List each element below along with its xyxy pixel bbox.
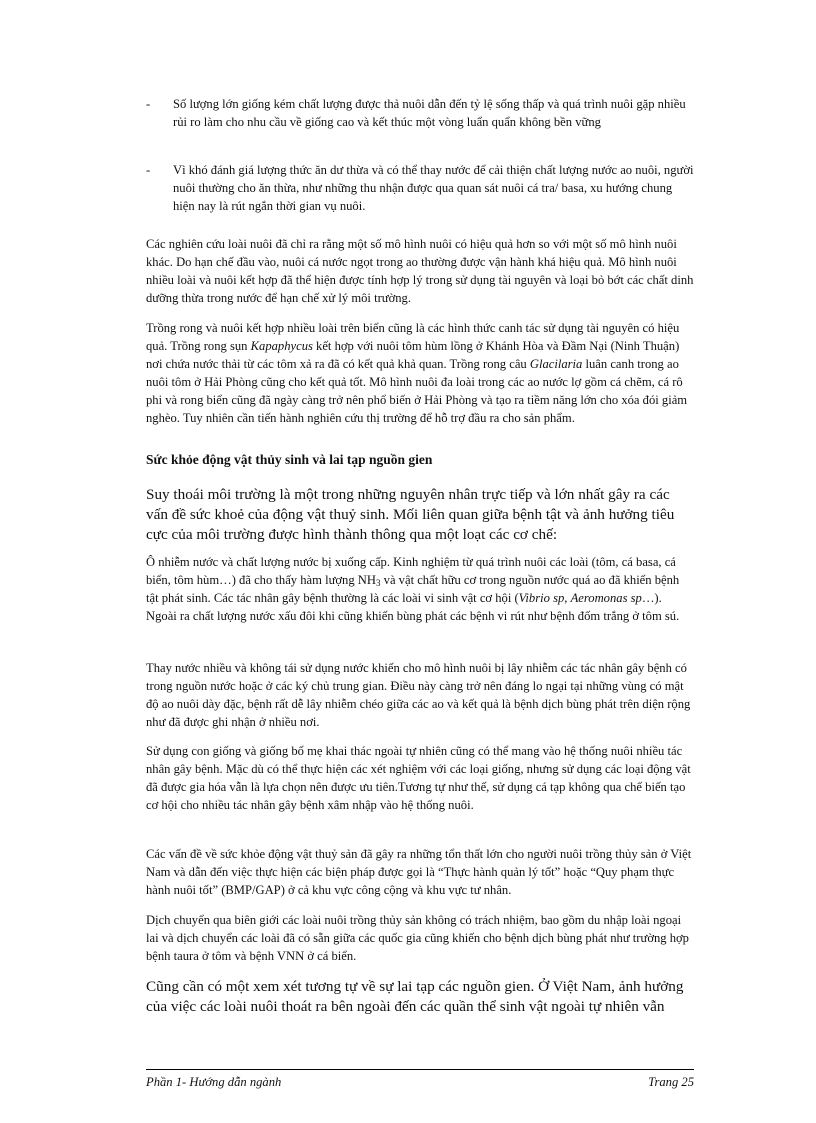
text-run: và vật chất hữu cơ trong nguồn nước quá ao đã khiến bệnh tật phát sinh. Các tác nhân gây bệnh thường là các loài vi sinh vật cơ hội ( (146, 573, 680, 605)
species-name: Vibrio sp (518, 591, 565, 605)
species-name: Aeromonas sp (570, 591, 642, 605)
text-run: Trồng rong và nuôi kết hợp nhiều loài trên biển cũng là các hình thức canh tác sử dụng tài nguyên có hiệu quả. Trồng rong sụn (146, 321, 680, 353)
text-run: Ô nhiễm nước và chất lượng nước bị xuống cấp. Kinh nghiệm từ quá trình nuôi các loài (tôm, cá basa, cá biển, tôm hùm…) đã cho thấy hàm lượng NH (146, 555, 676, 587)
species-name: Kapaphycus (250, 339, 313, 353)
paragraph-cross-border: Dịch chuyển qua biên giới các loài nuôi trồng thủy sản không có trách nhiệm, bao gồm du nhập loài ngoại lai và dịch chuyển các loài đã có sẵn giữa các quốc gia cũng khiến cho bệnh dịch bùng phát như trường hợp bệnh taura ở tôm và bệnh VNN ở cá biển. (146, 913, 689, 963)
section-heading: Sức khỏe động vật thủy sinh và lai tạp nguồn gien (146, 452, 433, 467)
subscript: 3 (376, 578, 381, 588)
footer-divider (146, 1069, 694, 1070)
paragraph-bmp-gap: Các vấn đề về sức khỏe động vật thuỷ sản đã gây ra những tổn thất lớn cho người nuôi trồng thủy sản ở Việt Nam và dẫn đến việc thực hiện các biện pháp được gọi là “Thực hành quản lý tốt” hoặc “Quy phạm thực hành nuôi tốt” (BMP/GAP) ở cả khu vực công cộng và khu vực tư nhân. (146, 847, 692, 897)
bullet-dash: - (146, 163, 151, 177)
paragraph-water-exchange: Thay nước nhiều và không tái sử dụng nước khiến cho mô hình nuôi bị lây nhiễm các tác nhân gây bệnh có trong nguồn nước hoặc ở các ký chủ trung gian. Điều này càng trở nên đáng lo ngại tại những vùng có mật độ ao nuôi dày đặc, bệnh rất dễ lây nhiễm chéo giữa các ao và kết quả là bệnh dịch bùng phát trên diện rộng như đã được ghi nhận ở nhiều nơi. (146, 661, 691, 729)
text-run: …). Ngoài ra chất lượng nước xấu đôi khi cũng khiến bùng phát các bệnh vi rút như bệnh đốm trắng ở tôm sú. (146, 591, 680, 623)
paragraph-water-pollution (146, 553, 694, 625)
text-run: luân canh trong ao nuôi tôm ở Hải Phòng cũng cho kết quả tốt. Mô hình nuôi đa loài trong các ao nước lợ gồm cá chẽm, cá rô phi và rong biển cũng đã ngày càng trở nên phổ biến ở Hải Phòng và tạo ra tiềm năng lớn cho xóa đói giảm nghèo. Tuy nhiên cần tiến hành nghiên cứu thị trường để hỗ trợ đầu ra cho sản phẩm. (146, 357, 688, 425)
bullet-item (146, 161, 694, 215)
footer-section-title: Phần 1- Hướng dẫn ngành (146, 1075, 282, 1089)
paragraph-seaweed (146, 319, 694, 427)
bullet-dash: - (146, 97, 151, 111)
paragraph-genetic-mixing: Cũng cần có một xem xét tương tự về sự lai tạp các nguồn gien. Ở Việt Nam, ảnh hưởng của việc các loài nuôi thoát ra bên ngoài đến các quần thể sinh vật ngoài tự nhiên vẫn (146, 978, 684, 1015)
species-name: Glacilaria (529, 357, 583, 371)
paragraph-intro-large: Suy thoái môi trường là một trong những nguyên nhân trực tiếp và lớn nhất gây ra các vấn đề sức khoẻ của động vật thuỷ sinh. Mối liên quan giữa bệnh tật và ảnh hưởng tiêu cực của môi trường được hình thành thông qua một loạt các cơ chế: (146, 486, 675, 543)
bullet-text: Vì khó đánh giá lượng thức ăn dư thừa và có thể thay nước để cải thiện chất lượng nước ao nuôi, người nuôi thường cho ăn thừa, như những thu nhận được qua quan sát nuôi cá tra/ basa, xu hướng chung hiện nay là rút ngắn thời gian vụ nuôi. (173, 163, 694, 213)
bullet-text: Số lượng lớn giống kém chất lượng được thả nuôi dẫn đến tỷ lệ sống thấp và quá trình nuôi gặp nhiều rủi ro làm cho nhu cầu về giống cao và kết thúc một vòng luẩn quẩn không bền vững (173, 97, 686, 129)
paragraph-seed-stock: Sử dụng con giống và giống bố mẹ khai thác ngoài tự nhiên cũng có thể mang vào hệ thống nuôi nhiều tác nhân gây bệnh. Mặc dù có thể thực hiện các xét nghiệm với các loại giống, nhưng sử dụng các loại động vật đã được gia hóa vẫn là lựa chọn nên được ưu tiên.Tương tự như thế, sử dụng cá tạp không qua chế biến tạo cơ hội cho nhiều tác nhân gây bệnh xâm nhập vào hệ thống nuôi. (146, 744, 691, 812)
text-run: , (564, 591, 571, 605)
footer-page-number: Trang 25 (648, 1075, 694, 1089)
paragraph-models: Các nghiên cứu loài nuôi đã chỉ ra rằng một số mô hình nuôi có hiệu quả hơn so với một số mô hình nuôi khác. Do hạn chế đầu vào, nuôi cá nước ngọt trong ao thường được vận hành khá hiệu quả. Mô hình nuôi nhiều loài và nuôi kết hợp đã thể hiện được tính hợp lý trong sử dụng tài nguyên và loại bỏ bớt các chất dinh dưỡng thừa trong nước để hạn chế xử lý môi trường. (146, 237, 694, 305)
text-run: kết hợp với nuôi tôm hùm lồng ở Khánh Hòa và Đầm Nại (Ninh Thuận) nơi chứa nước thải từ các tôm xả ra đã có kết quả khả quan. Trồng rong câu (146, 339, 680, 371)
bullet-item (146, 95, 694, 131)
